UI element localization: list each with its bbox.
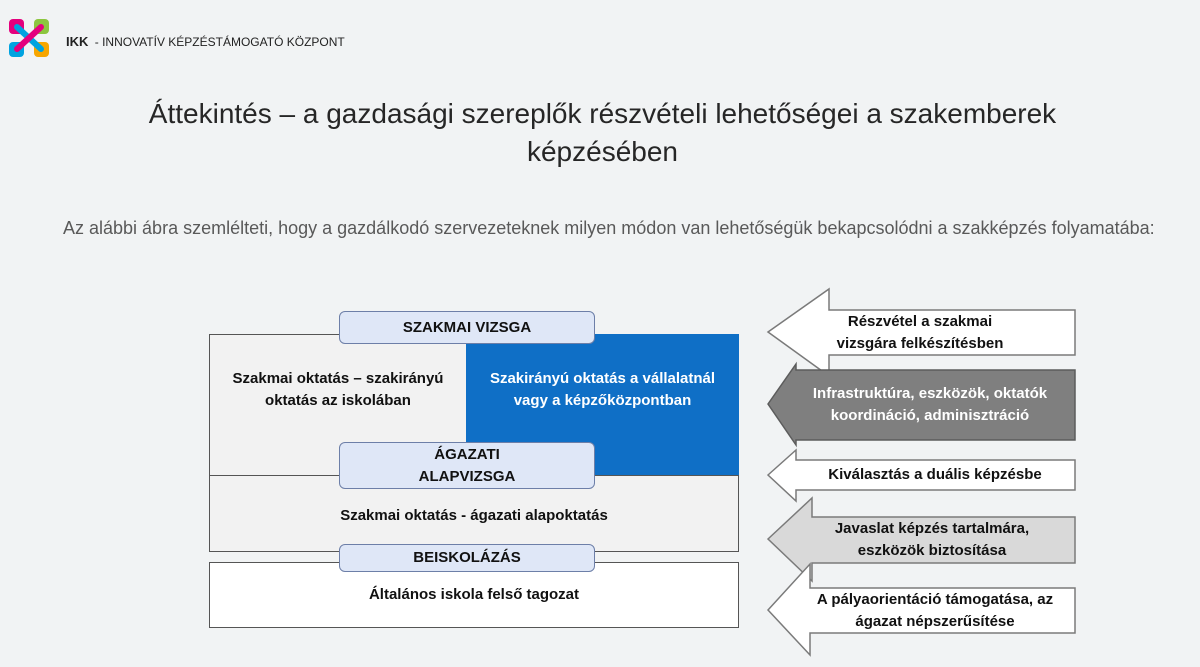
enrollment-label: BEISKOLÁZÁS: [339, 544, 595, 572]
arrow-label-1: Részvétel a szakmai vizsgára felkészítésben: [836, 312, 1004, 352]
brand-full: - INNOVATÍV KÉPZÉSTÁMOGATÓ KÖZPONT: [94, 35, 345, 49]
brand-short: IKK: [66, 34, 89, 49]
arrow-label-4: Javaslat képzés tartalmára, eszközök biztosítása: [834, 520, 1030, 559]
intro-text: Az alábbi ábra szemlélteti, hogy a gazdálkodó szervezeteknek milyen módon van lehetőségük bekapcsolódni a szakképzés folyamatába:: [63, 218, 1155, 238]
company-education-box: Szakirányú oktatás a vállalatnál vagy a képzőközpontban: [466, 334, 739, 476]
sector-education-box: Szakmai oktatás - ágazati alapoktatás: [209, 475, 739, 552]
arrow-label-5: A pályaorientáció támogatása, az ágazat népszerűsítése: [816, 590, 1054, 630]
title-line-2: képzésében: [526, 136, 678, 167]
sector-exam-label: ÁGAZATI ALAPVIZSGA: [339, 442, 595, 489]
title-line-1: Áttekintés – a gazdasági szereplők részvételi lehetőségei a szakemberek: [148, 98, 1057, 129]
professional-exam-label: SZAKMAI VIZSGA: [339, 311, 595, 344]
school-education-box: Szakmai oktatás – szakirányú oktatás az iskolában: [209, 334, 467, 476]
arrow-label-3: Kiválasztás a duális képzésbe: [828, 466, 1042, 483]
elementary-school-box: Általános iskola felső tagozat: [209, 562, 739, 628]
arrow-label-2: Infrastruktúra, eszközök, oktatók koordináció, adminisztráció: [812, 385, 1048, 424]
